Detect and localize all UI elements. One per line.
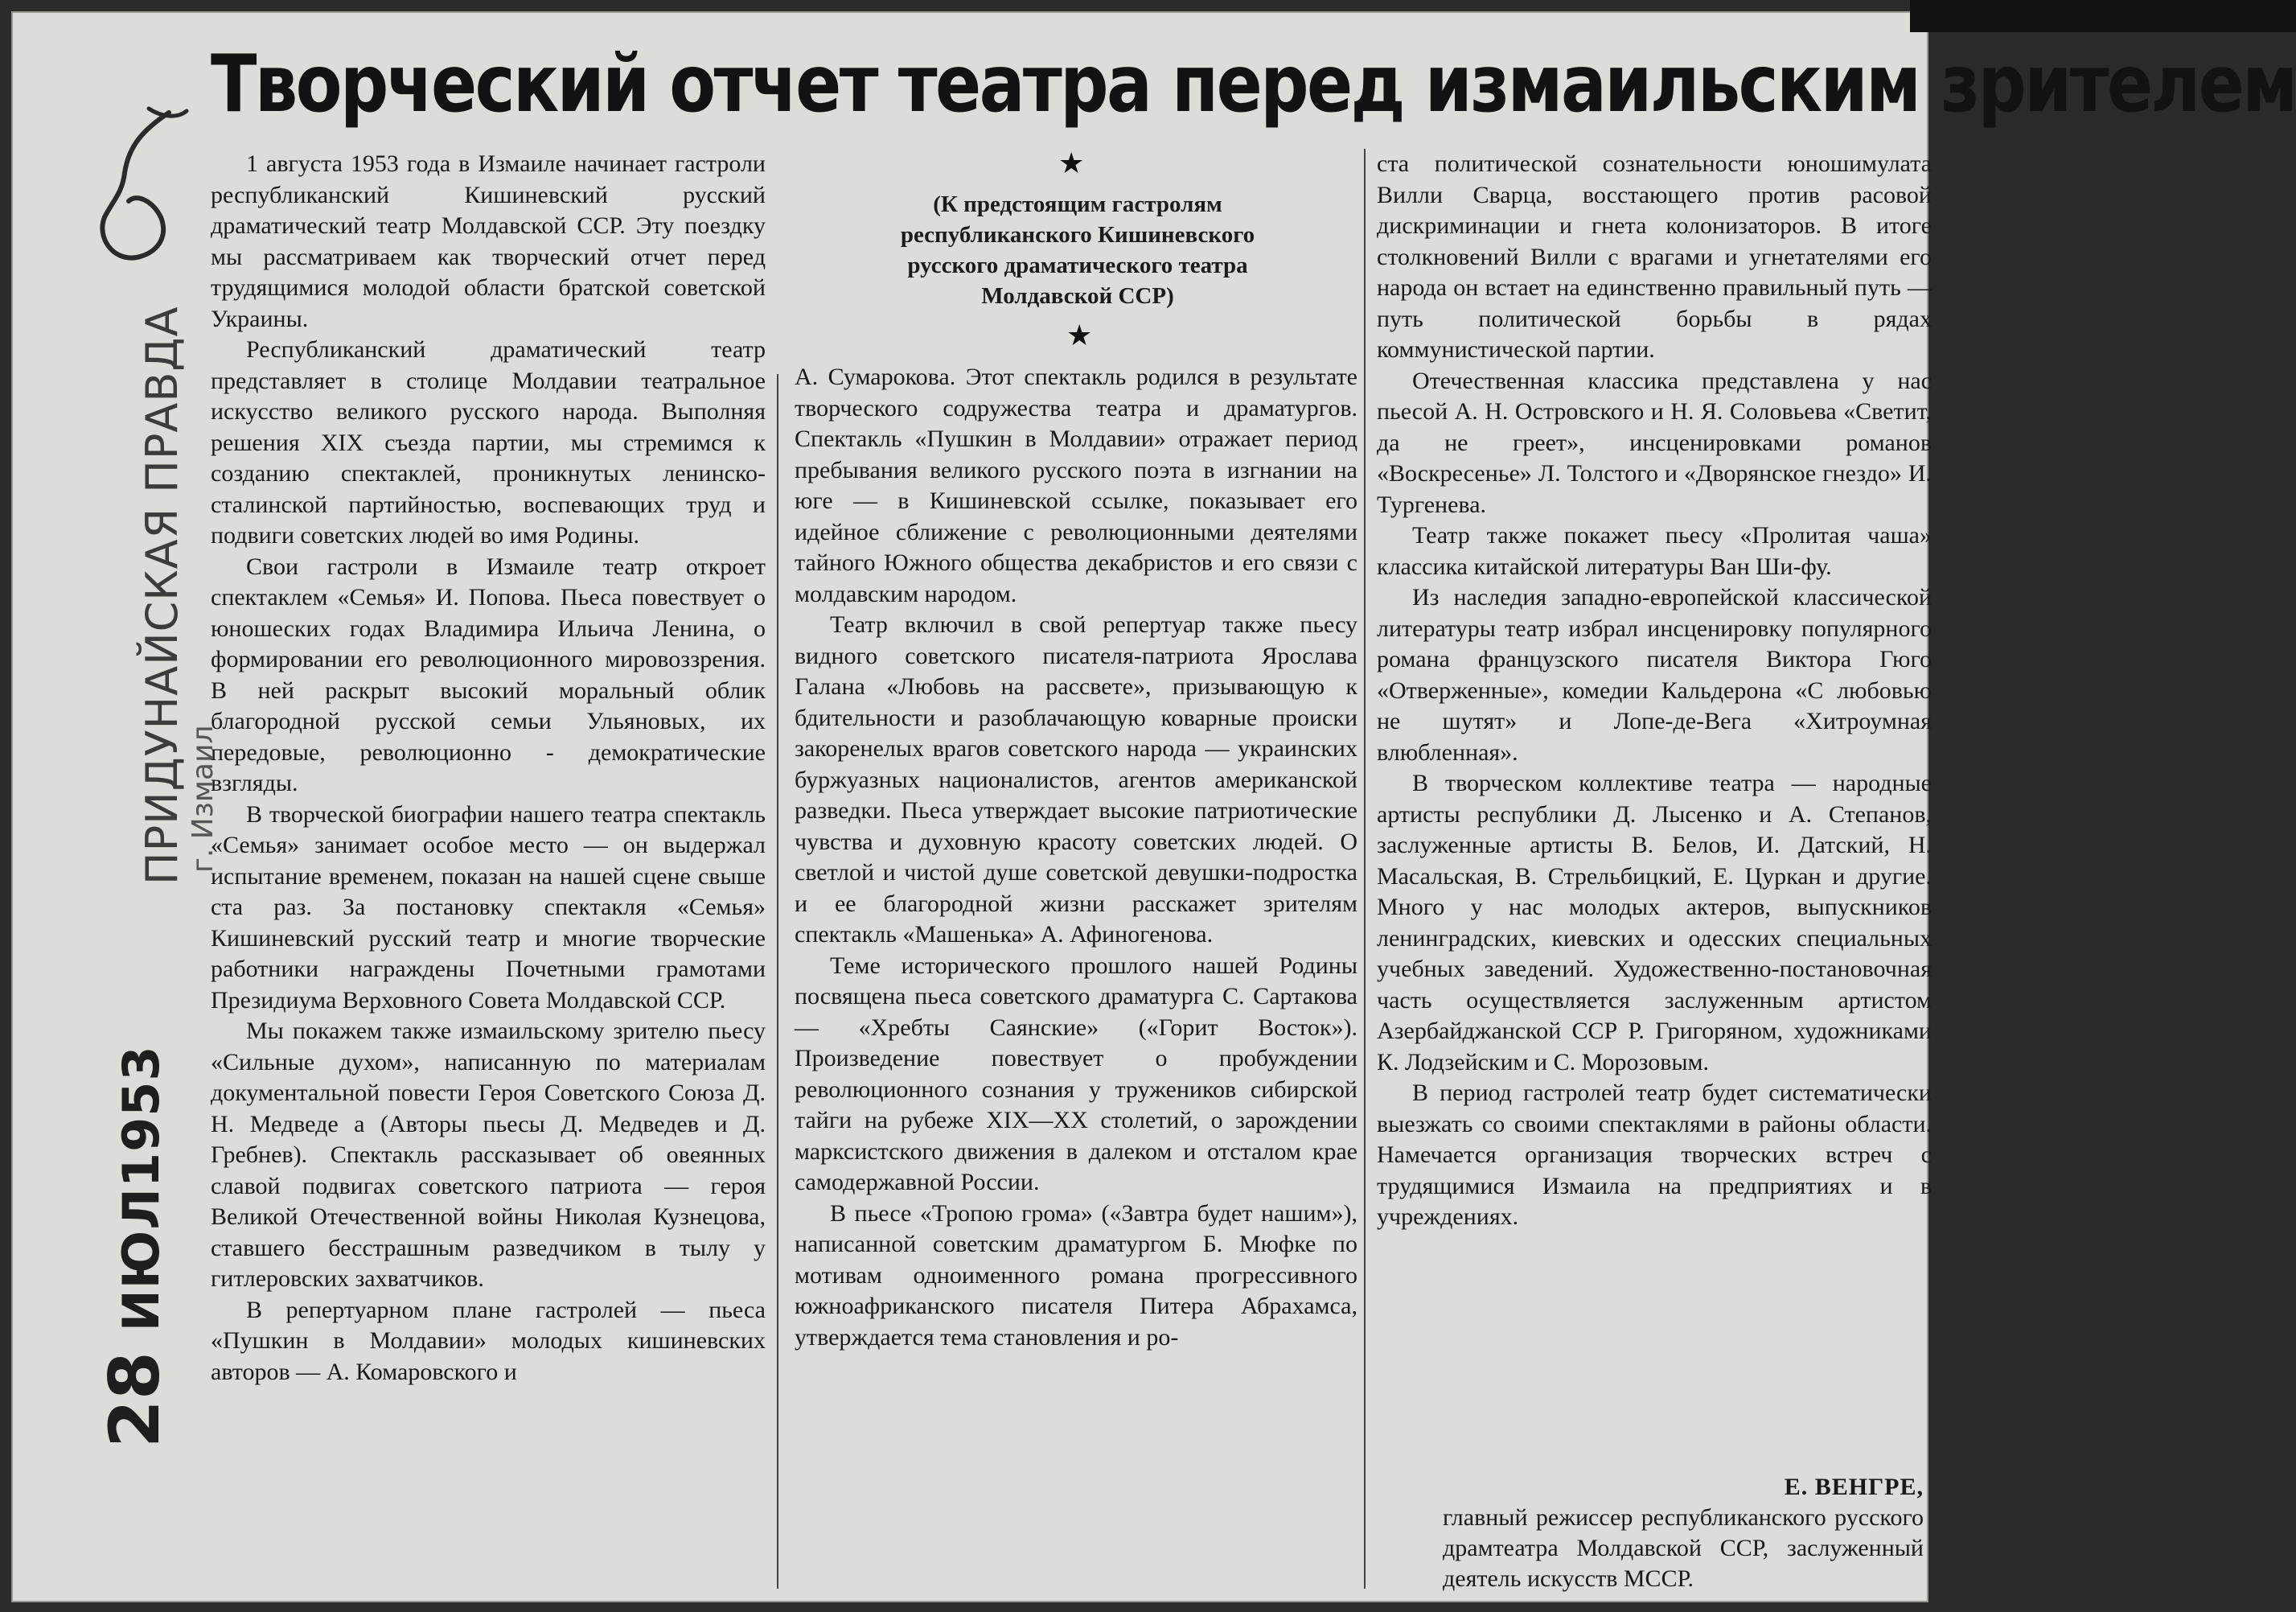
paragraph: Теме исторического прошлого нашей Родины посвящена пьеса советского драматурга С. Сартакова — «Хребты Саянские» («Горит Восток»). Произведение повествует о пробуждении революционного сознания у тружеников сибирской тайги на рубеже XIX—XX столетий, о зарождении марксистского движения в далеком и отсталом крае самодержавной России. [795, 952, 1357, 1195]
paragraph: Театр также покажет пьесу «Пролитая чаша» классика китайской литературы Ван Ши-фу. [1377, 522, 1932, 580]
star-ornament-bottom: ★ [1066, 319, 1093, 352]
background-edge [1910, 0, 2296, 32]
date-stamp-month: ИЮЛ1953 [112, 1045, 170, 1332]
author-title: главный режиссер республиканского русского драмтеатра Молдавской ССР, заслуженный деятель искусств МССР. [1443, 1504, 1924, 1592]
paragraph: Мы покажем также измаильскому зрителю пьесу «Сильные духом», написанную по материалам документальной повести Героя Советского Союза Д. Н. Медведе а (Авторы пьесы Д. Медведев и Д. Гребнев). Спектакль рассказывает об овеянных славой подвигах советского патриота — героя Великой Отечественной войны Николая Кузнецова, ставшего бесстрашным разведчиком в тылу у гитлеровских захватчиков. [211, 1018, 766, 1292]
column-divider [777, 374, 778, 1589]
paragraph: 1 августа 1953 года в Измаиле начинает гастроли республиканский Кишиневский русский драматический театр Молдавской ССР. Эту поездку мы рассматриваем как творческий отчет перед трудящимися молодой области братской советской Украины. [211, 150, 766, 332]
article-column-1 [211, 149, 766, 1388]
article-column-3 [1377, 149, 1932, 1233]
star-ornament-top: ★ [1058, 147, 1085, 180]
paragraph: Из наследия западно-европейской классической литературы театр избрал инсценировку популярного романа французского писателя Виктора Гюго «Отверженные», комедии Кальдерона «С любовью не шутят» и Лопе-де-Вега «Хитроумная влюбленная». [1377, 584, 1932, 766]
paragraph: Театр включил в свой репертуар также пьесу видного советского писателя-патриота Ярослава Галана «Любовь на рассвете», призывающую к бдительности и разоблачающую коварные происки закоренелых врагов советского народа — украинских буржуазных националистов, агентов американской разведки. Пьеса утверждает высокие патриотические чувства и духовную красоту советских людей. О светлой и чистой душе советской девушки-подростка и ее благородной жизни расскажет зрителям спектакль «Машенька» А. Афиногенова. [795, 611, 1357, 948]
paragraph: В пьесе «Тропою грома» («Завтра будет нашим»), написанной советским драматургом Б. Мюфке по мотивам одноименного романа прогрессивного южноафриканского писателя Питера Абрахамса, утверждается тема становления и ро- [795, 1199, 1357, 1351]
paragraph: Республиканский драматический театр представляет в столице Молдавии театральное искусство великого русского народа. Выполняя решения XIX съезда партии, мы стремимся к созданию спектаклей, проникнутых ленинско-сталинской партийностью, воспевающих труд и подвиги советских людей во имя Родины. [211, 336, 766, 549]
author-signature [1377, 1472, 1924, 1594]
author-name: Е. ВЕНГРЕ, [1784, 1474, 1924, 1500]
paragraph: В творческой биографии нашего театра спектакль «Семья» занимает особое место — он выдержал испытание временем, показан на нашей сцене свыше ста раз. За постановку спектакля «Семья» Кишиневский русский театр и многие творческие работники награждены Почетными грамотами Президиума Верховного Совета Молдавской ССР. [211, 800, 766, 1014]
paragraph: В репертуарном плане гастролей — пьеса «Пушкин в Молдавии» молодых кишиневских авторов — А. Комаровского и [211, 1296, 766, 1385]
date-stamp [95, 1046, 175, 1449]
paragraph: В период гастролей театр будет систематически выезжать со своими спектаклями в районы области. Намечается организация творческих встреч с трудящимися Измаила на предприятиях и в учреждениях. [1377, 1079, 1932, 1230]
date-stamp-day: 28 [95, 1351, 175, 1448]
handwritten-number-5 [80, 97, 193, 273]
paragraph: ста политической сознательности юношимулата Вилли Сварца, восстающего против расовой дискриминации и гнета колонизаторов. В итоге столкновений Вилли с врагами и угнетателями его народа он встает на единственно правильный путь — путь политической борьбы в рядах коммунистической партии. [1377, 150, 1932, 363]
paragraph: Отечественная классика представлена у нас пьесой А. Н. Островского и Н. Я. Соловьева «Светит, да не греет», инсценировками романов «Воскресенье» Л. Толстого и «Дворянское гнездо» И. Тургенева. [1377, 367, 1932, 518]
subtitle: (К предстоящим гастролям республиканского Кишиневского русского драматического театра Молдавской ССР) [900, 191, 1255, 309]
paragraph: Свои гастроли в Измаиле театр откроет спектаклем «Семья» И. Попова. Пьеса повествует о юношеских годах Владимира Ильича Ленина, о формировании его революционного мировоззрения. В ней раскрыт высокий моральный облик благородной русской семьи Ульяновых, их передовые, революционно - демократические взгляды. [211, 553, 766, 796]
paragraph: А. Сумарокова. Этот спектакль родился в результате творческого содружества театра и драматургов. Спектакль «Пушкин в Молдавии» отражает период пребывания великого русского поэта в изгнании на юге — в Кишиневской ссылке, показывает его идейное сближение с революционными деятелями тайного Южного общества декабристов и его связи с молдавским народом. [795, 364, 1357, 607]
newspaper-city: г. Измаил [187, 725, 220, 873]
paragraph: В творческом коллективе театра — народные артисты республики Д. Лысенко и А. Степанов, заслуженные артисты В. Белов, И. Датский, Н. Масальская, В. Стрельбицкий, Е. Цуркан и другие. Много у нас молодых актеров, выпускников ленинградских, киевских и одесских специальных учебных заведений. Художественно-постановочная часть осуществляется заслуженным артистом Азербайджанской ССР Р. Григоряном, художниками К. Лодзейским и С. Морозовым. [1377, 770, 1932, 1075]
headline: Творческий отчет театра перед измаильским зрителем [211, 39, 2296, 130]
column-divider [1364, 149, 1366, 1589]
newspaper-name: ПРИДУНАЙСКАЯ ПРАВДА [137, 306, 187, 885]
article-column-2 [795, 362, 1357, 1353]
